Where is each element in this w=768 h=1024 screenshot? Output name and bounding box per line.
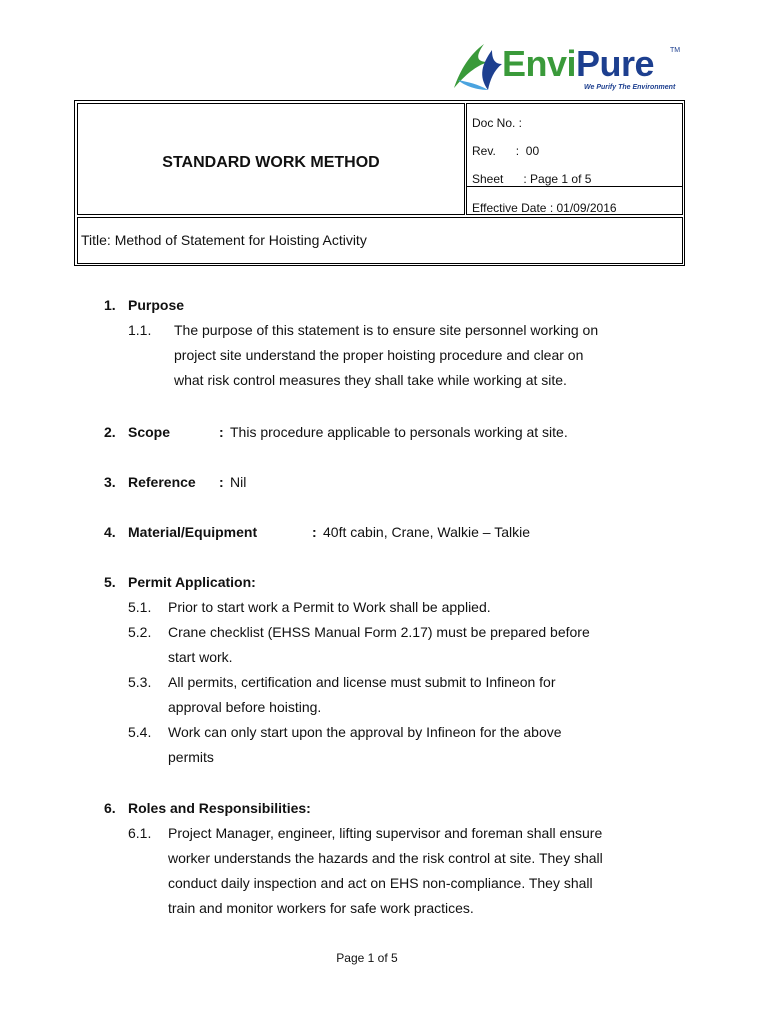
- item-5-2-text: [168, 620, 651, 670]
- item-1-1-text: [174, 318, 651, 393]
- logo-brand-envi: Envi: [502, 43, 577, 84]
- item-1-1-number: 1.1.: [128, 322, 152, 338]
- section-5-heading: Permit Application:: [128, 574, 256, 590]
- header-meta-divider: [466, 186, 683, 187]
- logo-trademark: TM: [670, 47, 681, 54]
- item-5-3-number: 5.3.: [128, 674, 152, 690]
- section-4-text: 40ft cabin, Crane, Walkie – Talkie: [323, 524, 530, 540]
- item-5-3-line: approval before hoisting.: [168, 699, 322, 715]
- section-1-number: 1.: [104, 297, 116, 313]
- section-2-colon: :: [219, 424, 224, 440]
- item-5-2-line: start work.: [168, 649, 233, 665]
- item-1-1-line: The purpose of this statement is to ensure site personnel working on: [174, 322, 599, 338]
- item-6-1-line: worker understands the hazards and the risk control at site. They shall: [168, 850, 603, 866]
- item-6-1-number: 6.1.: [128, 825, 152, 841]
- section-3-heading: Reference: [128, 474, 196, 490]
- document-heading: STANDARD WORK METHOD: [162, 154, 380, 171]
- item-5-4-line: permits: [168, 749, 214, 765]
- doc-number: Doc No. :: [472, 116, 523, 130]
- item-5-4-line: Work can only start upon the approval by Infineon for the above: [168, 724, 562, 740]
- item-5-3-text: [168, 670, 651, 720]
- section-3-number: 3.: [104, 474, 116, 490]
- revision: Rev. : 00: [472, 144, 540, 158]
- section-6-number: 6.: [104, 800, 116, 816]
- section-4-heading: Material/Equipment: [128, 524, 258, 540]
- section-4-number: 4.: [104, 524, 116, 540]
- item-5-2-number: 5.2.: [128, 624, 152, 640]
- item-6-1-line: conduct daily inspection and act on EHS non-compliance. They shall: [168, 875, 593, 891]
- item-6-1-line: train and monitor workers for safe work practices.: [168, 900, 474, 916]
- effective-date: Effective Date : 01/09/2016: [472, 201, 617, 215]
- section-2-heading: Scope: [128, 424, 171, 440]
- section-1-heading: Purpose: [128, 297, 185, 313]
- item-1-1-line: project site understand the proper hoisting procedure and clear on: [174, 347, 584, 363]
- logo-swoosh-lightblue: [458, 80, 488, 90]
- document-title: Title: Method of Statement for Hoisting Activity: [81, 232, 367, 248]
- section-2-text: This procedure applicable to personals working at site.: [230, 424, 568, 440]
- sheet-number: Sheet : Page 1 of 5: [472, 172, 592, 186]
- logo-swoosh-green: [454, 44, 488, 88]
- item-6-1-line: Project Manager, engineer, lifting supervisor and foreman shall ensure: [168, 825, 603, 841]
- section-5-number: 5.: [104, 574, 116, 590]
- logo-brand-pure: Pure: [576, 43, 655, 84]
- section-3-text: Nil: [230, 474, 247, 490]
- item-5-1-line: Prior to start work a Permit to Work shall be applied.: [168, 599, 491, 615]
- item-5-3-line: All permits, certification and license must submit to Infineon for: [168, 674, 556, 690]
- section-3-colon: :: [219, 474, 224, 490]
- item-5-2-line: Crane checklist (EHSS Manual Form 2.17) must be prepared before: [168, 624, 590, 640]
- logo-swoosh-blue: [482, 50, 502, 90]
- item-1-1-line: what risk control measures they shall take while working at site.: [174, 372, 567, 388]
- item-5-1-text: [168, 595, 651, 620]
- item-6-1-text: [168, 821, 651, 921]
- section-4-colon: :: [312, 524, 317, 540]
- item-5-4-number: 5.4.: [128, 724, 152, 740]
- page-footer: Page 1 of 5: [336, 951, 398, 965]
- logo-tagline: We Purify The Environment: [584, 84, 676, 91]
- item-5-4-text: [168, 720, 651, 770]
- item-5-1-number: 5.1.: [128, 599, 152, 615]
- logo-wordmark: [502, 44, 654, 84]
- section-2-number: 2.: [104, 424, 116, 440]
- section-6-heading: Roles and Responsibilities:: [128, 800, 311, 816]
